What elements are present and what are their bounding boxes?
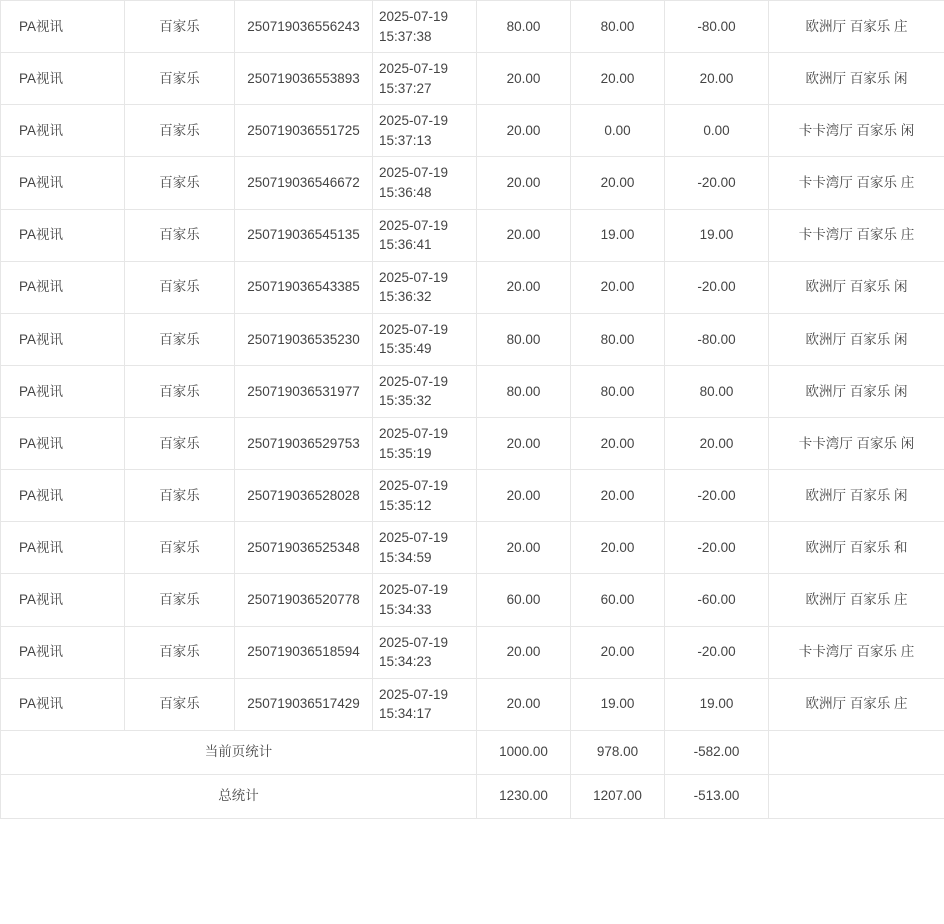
total-summary-profit: -513.00: [665, 774, 769, 818]
cell-time: 2025-07-19 15:36:41: [373, 209, 477, 261]
cell-order-no: 250719036556243: [235, 1, 373, 53]
cell-platform: PA视讯: [1, 105, 125, 157]
table-body: [1, 1, 944, 819]
cell-profit: -20.00: [665, 261, 769, 313]
cell-bet-amount: 20.00: [477, 157, 571, 209]
cell-time: 2025-07-19 15:35:32: [373, 365, 477, 417]
cell-time: 2025-07-19 15:35:19: [373, 418, 477, 470]
cell-bet-amount: 80.00: [477, 313, 571, 365]
cell-game: 百家乐: [125, 522, 235, 574]
cell-platform: PA视讯: [1, 261, 125, 313]
cell-valid-amount: 20.00: [571, 261, 665, 313]
total-summary-detail-empty: [769, 774, 944, 818]
cell-detail: 欧洲厅 百家乐 和: [769, 522, 944, 574]
cell-bet-amount: 60.00: [477, 574, 571, 626]
cell-bet-amount: 20.00: [477, 626, 571, 678]
page-summary-row: [1, 730, 944, 774]
cell-valid-amount: 20.00: [571, 53, 665, 105]
cell-time: 2025-07-19 15:34:59: [373, 522, 477, 574]
cell-bet-amount: 20.00: [477, 53, 571, 105]
table-row: [1, 157, 944, 209]
cell-bet-amount: 20.00: [477, 261, 571, 313]
cell-detail: 欧洲厅 百家乐 闲: [769, 53, 944, 105]
cell-detail: 欧洲厅 百家乐 闲: [769, 313, 944, 365]
cell-order-no: 250719036520778: [235, 574, 373, 626]
cell-profit: 80.00: [665, 365, 769, 417]
cell-game: 百家乐: [125, 418, 235, 470]
cell-platform: PA视讯: [1, 209, 125, 261]
cell-game: 百家乐: [125, 626, 235, 678]
cell-order-no: 250719036525348: [235, 522, 373, 574]
table-row: [1, 365, 944, 417]
total-summary-bet-amount: 1230.00: [477, 774, 571, 818]
table-row: [1, 522, 944, 574]
cell-valid-amount: 80.00: [571, 1, 665, 53]
cell-detail: 卡卡湾厅 百家乐 庄: [769, 626, 944, 678]
cell-time: 2025-07-19 15:34:23: [373, 626, 477, 678]
cell-valid-amount: 60.00: [571, 574, 665, 626]
cell-time: 2025-07-19 15:34:17: [373, 678, 477, 730]
cell-bet-amount: 20.00: [477, 105, 571, 157]
cell-game: 百家乐: [125, 470, 235, 522]
cell-bet-amount: 20.00: [477, 678, 571, 730]
cell-profit: -20.00: [665, 522, 769, 574]
cell-time: 2025-07-19 15:37:38: [373, 1, 477, 53]
table-row: [1, 1, 944, 53]
page-summary-valid-amount: 978.00: [571, 730, 665, 774]
table-row: [1, 209, 944, 261]
cell-profit: 20.00: [665, 418, 769, 470]
cell-platform: PA视讯: [1, 470, 125, 522]
cell-valid-amount: 20.00: [571, 626, 665, 678]
cell-valid-amount: 20.00: [571, 522, 665, 574]
cell-profit: 19.00: [665, 678, 769, 730]
page-summary-detail-empty: [769, 730, 944, 774]
cell-bet-amount: 20.00: [477, 470, 571, 522]
total-summary-valid-amount: 1207.00: [571, 774, 665, 818]
cell-platform: PA视讯: [1, 418, 125, 470]
cell-detail: 欧洲厅 百家乐 闲: [769, 470, 944, 522]
page-summary-label: 当前页统计: [1, 730, 477, 774]
cell-order-no: 250719036517429: [235, 678, 373, 730]
cell-time: 2025-07-19 15:35:12: [373, 470, 477, 522]
cell-detail: 欧洲厅 百家乐 闲: [769, 261, 944, 313]
total-summary-label: 总统计: [1, 774, 477, 818]
cell-bet-amount: 20.00: [477, 522, 571, 574]
table-row: [1, 261, 944, 313]
page-summary-bet-amount: 1000.00: [477, 730, 571, 774]
cell-platform: PA视讯: [1, 1, 125, 53]
cell-time: 2025-07-19 15:36:32: [373, 261, 477, 313]
cell-game: 百家乐: [125, 678, 235, 730]
cell-detail: 卡卡湾厅 百家乐 庄: [769, 209, 944, 261]
cell-order-no: 250719036546672: [235, 157, 373, 209]
cell-profit: -20.00: [665, 626, 769, 678]
cell-game: 百家乐: [125, 313, 235, 365]
table-row: [1, 470, 944, 522]
cell-game: 百家乐: [125, 1, 235, 53]
cell-detail: 卡卡湾厅 百家乐 闲: [769, 105, 944, 157]
cell-game: 百家乐: [125, 365, 235, 417]
cell-detail: 欧洲厅 百家乐 庄: [769, 1, 944, 53]
cell-platform: PA视讯: [1, 157, 125, 209]
cell-profit: 20.00: [665, 53, 769, 105]
cell-profit: 19.00: [665, 209, 769, 261]
table-row: [1, 574, 944, 626]
cell-time: 2025-07-19 15:36:48: [373, 157, 477, 209]
cell-valid-amount: 20.00: [571, 470, 665, 522]
cell-platform: PA视讯: [1, 313, 125, 365]
page-summary-profit: -582.00: [665, 730, 769, 774]
cell-bet-amount: 80.00: [477, 365, 571, 417]
cell-valid-amount: 20.00: [571, 418, 665, 470]
cell-order-no: 250719036551725: [235, 105, 373, 157]
table-row: [1, 53, 944, 105]
cell-order-no: 250719036531977: [235, 365, 373, 417]
cell-bet-amount: 20.00: [477, 209, 571, 261]
cell-platform: PA视讯: [1, 522, 125, 574]
cell-detail: 欧洲厅 百家乐 庄: [769, 574, 944, 626]
cell-profit: -60.00: [665, 574, 769, 626]
cell-game: 百家乐: [125, 574, 235, 626]
table-row: [1, 626, 944, 678]
cell-order-no: 250719036543385: [235, 261, 373, 313]
table-row: [1, 678, 944, 730]
cell-profit: -20.00: [665, 157, 769, 209]
cell-game: 百家乐: [125, 157, 235, 209]
total-summary-row: [1, 774, 944, 818]
cell-order-no: 250719036545135: [235, 209, 373, 261]
cell-profit: -80.00: [665, 313, 769, 365]
cell-time: 2025-07-19 15:37:27: [373, 53, 477, 105]
cell-valid-amount: 0.00: [571, 105, 665, 157]
cell-game: 百家乐: [125, 105, 235, 157]
cell-detail: 欧洲厅 百家乐 闲: [769, 365, 944, 417]
cell-order-no: 250719036529753: [235, 418, 373, 470]
cell-time: 2025-07-19 15:34:33: [373, 574, 477, 626]
cell-order-no: 250719036535230: [235, 313, 373, 365]
cell-profit: -20.00: [665, 470, 769, 522]
cell-bet-amount: 80.00: [477, 1, 571, 53]
table-row: [1, 313, 944, 365]
cell-platform: PA视讯: [1, 678, 125, 730]
cell-profit: 0.00: [665, 105, 769, 157]
cell-detail: 卡卡湾厅 百家乐 庄: [769, 157, 944, 209]
table-row: [1, 105, 944, 157]
cell-valid-amount: 80.00: [571, 313, 665, 365]
cell-detail: 卡卡湾厅 百家乐 闲: [769, 418, 944, 470]
cell-time: 2025-07-19 15:35:49: [373, 313, 477, 365]
cell-game: 百家乐: [125, 53, 235, 105]
cell-platform: PA视讯: [1, 574, 125, 626]
cell-valid-amount: 20.00: [571, 157, 665, 209]
cell-valid-amount: 80.00: [571, 365, 665, 417]
cell-valid-amount: 19.00: [571, 678, 665, 730]
cell-platform: PA视讯: [1, 365, 125, 417]
cell-platform: PA视讯: [1, 626, 125, 678]
cell-game: 百家乐: [125, 209, 235, 261]
cell-game: 百家乐: [125, 261, 235, 313]
cell-time: 2025-07-19 15:37:13: [373, 105, 477, 157]
cell-order-no: 250719036528028: [235, 470, 373, 522]
cell-order-no: 250719036553893: [235, 53, 373, 105]
table-row: [1, 418, 944, 470]
cell-platform: PA视讯: [1, 53, 125, 105]
cell-valid-amount: 19.00: [571, 209, 665, 261]
cell-detail: 欧洲厅 百家乐 庄: [769, 678, 944, 730]
cell-profit: -80.00: [665, 1, 769, 53]
cell-order-no: 250719036518594: [235, 626, 373, 678]
cell-bet-amount: 20.00: [477, 418, 571, 470]
